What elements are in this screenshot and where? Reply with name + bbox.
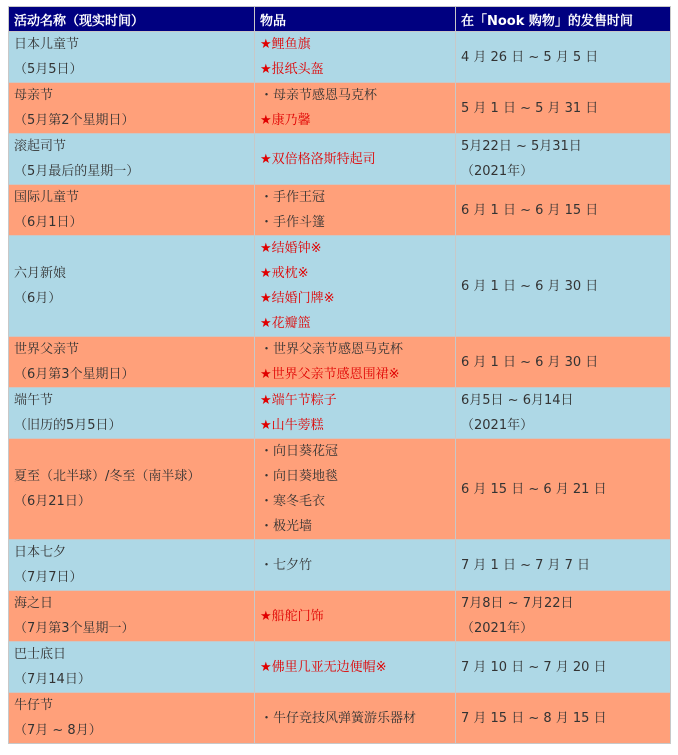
items-cell — [255, 693, 456, 744]
item: ・母亲节感恩马克杯 — [260, 88, 378, 103]
sale-period: 6月5日 ~ 6月14日 — [461, 393, 574, 408]
sale-period-cell — [456, 134, 671, 185]
items-cell — [255, 32, 456, 83]
event-name: 巴士底日 — [14, 647, 67, 662]
event-name: 六月新娘 — [14, 266, 67, 281]
event-name: 世界父亲节 — [14, 342, 80, 357]
event-name-cell — [9, 32, 255, 83]
items-cell — [255, 134, 456, 185]
event-date: （7月14日） — [14, 672, 91, 687]
sale-period: 7月8日 ~ 7月22日 — [461, 596, 574, 611]
item: ・世界父亲节感恩马克杯 — [260, 342, 404, 357]
event-date: （6月21日） — [14, 494, 91, 509]
header-items: 物品 — [255, 7, 456, 32]
items-cell — [255, 185, 456, 236]
header-sale-period: 在「Nook 购物」的发售时间 — [456, 7, 671, 32]
event-name: 端午节 — [14, 393, 54, 408]
event-name-cell — [9, 134, 255, 185]
sale-period-cell — [456, 591, 671, 642]
sale-period-cell — [456, 693, 671, 744]
sale-year: （2021年） — [461, 164, 534, 179]
table-row — [9, 32, 671, 83]
new-item: ★报纸头盔 — [260, 62, 324, 77]
item: ・牛仔竞技风弹簧游乐器材 — [260, 710, 417, 726]
event-name: 母亲节 — [14, 88, 54, 103]
event-date: （6月） — [14, 291, 62, 306]
sale-period: 6 月 1 日 ~ 6 月 30 日 — [461, 278, 599, 294]
table-row — [9, 185, 671, 236]
event-name: 日本七夕 — [14, 545, 67, 560]
items-cell — [255, 236, 456, 337]
table-row — [9, 439, 671, 540]
items-cell — [255, 337, 456, 388]
sale-period-cell — [456, 83, 671, 134]
event-name-cell — [9, 693, 255, 744]
table-body — [9, 32, 671, 744]
events-table — [8, 6, 671, 744]
table-row — [9, 134, 671, 185]
new-item: ★戒枕※ — [260, 266, 309, 281]
new-item: ★佛里几亚无边便帽※ — [260, 659, 387, 675]
table-row — [9, 693, 671, 744]
sale-period: 7 月 1 日 ~ 7 月 7 日 — [461, 557, 591, 573]
event-date: （7月第3个星期一） — [14, 621, 135, 636]
item: ・手作斗篷 — [260, 215, 326, 230]
event-date: （7月7日） — [14, 570, 83, 585]
sale-period: 7 月 10 日 ~ 7 月 20 日 — [461, 659, 607, 675]
event-name-cell — [9, 185, 255, 236]
sale-period: 4 月 26 日 ~ 5 月 5 日 — [461, 49, 599, 65]
new-item: ★鲤鱼旗 — [260, 37, 311, 52]
table-row — [9, 236, 671, 337]
event-name-cell — [9, 236, 255, 337]
items-cell — [255, 83, 456, 134]
table-row — [9, 337, 671, 388]
sale-period-cell — [456, 185, 671, 236]
sale-period: 5月22日 ~ 5月31日 — [461, 139, 582, 154]
event-name: 国际儿童节 — [14, 190, 80, 205]
header-event-name: 活动名称（现实时间） — [9, 7, 255, 32]
event-name-cell — [9, 642, 255, 693]
sale-year: （2021年） — [461, 418, 534, 433]
sale-year: （2021年） — [461, 621, 534, 636]
sale-period: 7 月 15 日 ~ 8 月 15 日 — [461, 710, 607, 726]
event-date: （5月第2个星期日） — [14, 113, 135, 128]
table-row — [9, 591, 671, 642]
new-item: ★康乃馨 — [260, 113, 311, 128]
event-date: （旧历的5月5日） — [14, 418, 122, 433]
new-item: ★山牛蒡糕 — [260, 418, 324, 433]
item: ・寒冬毛衣 — [260, 494, 326, 509]
sale-period-cell — [456, 642, 671, 693]
table-row — [9, 540, 671, 591]
sale-period-cell — [456, 32, 671, 83]
new-item: ★花瓣篮 — [260, 316, 311, 331]
sale-period: 5 月 1 日 ~ 5 月 31 日 — [461, 100, 599, 116]
new-item: ★端午节粽子 — [260, 393, 337, 408]
event-name-cell — [9, 591, 255, 642]
event-date: （5月最后的星期一） — [14, 164, 140, 179]
events-table-container — [8, 6, 670, 744]
items-cell — [255, 388, 456, 439]
event-name: 日本儿童节 — [14, 37, 80, 52]
item: ・向日葵地毯 — [260, 469, 339, 484]
sale-period: 6 月 1 日 ~ 6 月 30 日 — [461, 354, 599, 370]
new-item: ★世界父亲节感恩围裙※ — [260, 367, 400, 382]
items-cell — [255, 439, 456, 540]
event-name: 海之日 — [14, 596, 54, 611]
items-cell — [255, 591, 456, 642]
sale-period: 6 月 15 日 ~ 6 月 21 日 — [461, 481, 607, 497]
sale-period-cell — [456, 337, 671, 388]
event-name-cell — [9, 439, 255, 540]
event-date: （7月 ~ 8月） — [14, 723, 102, 738]
table-header-row — [9, 7, 671, 32]
item: ・极光墙 — [260, 519, 313, 534]
item: ・七夕竹 — [260, 557, 313, 573]
sale-period-cell — [456, 439, 671, 540]
event-name-cell — [9, 83, 255, 134]
table-row — [9, 642, 671, 693]
event-name-cell — [9, 337, 255, 388]
table-row — [9, 83, 671, 134]
sale-period-cell — [456, 540, 671, 591]
new-item: ★双倍格洛斯特起司 — [260, 151, 376, 167]
event-name: 滚起司节 — [14, 139, 67, 154]
new-item: ★船舵门饰 — [260, 608, 324, 624]
item: ・手作王冠 — [260, 190, 326, 205]
sale-period-cell — [456, 388, 671, 439]
sale-period-cell — [456, 236, 671, 337]
items-cell — [255, 540, 456, 591]
items-cell — [255, 642, 456, 693]
sale-period: 6 月 1 日 ~ 6 月 15 日 — [461, 202, 599, 218]
event-name-cell — [9, 540, 255, 591]
event-name-cell — [9, 388, 255, 439]
new-item: ★结婚钟※ — [260, 241, 322, 256]
table-row — [9, 388, 671, 439]
item: ・向日葵花冠 — [260, 444, 339, 459]
event-date: （6月第3个星期日） — [14, 367, 135, 382]
event-date: （6月1日） — [14, 215, 83, 230]
event-name: 夏至（北半球）/冬至（南半球） — [14, 469, 201, 484]
new-item: ★结婚门牌※ — [260, 291, 335, 306]
event-name: 牛仔节 — [14, 698, 54, 713]
event-date: （5月5日） — [14, 62, 83, 77]
